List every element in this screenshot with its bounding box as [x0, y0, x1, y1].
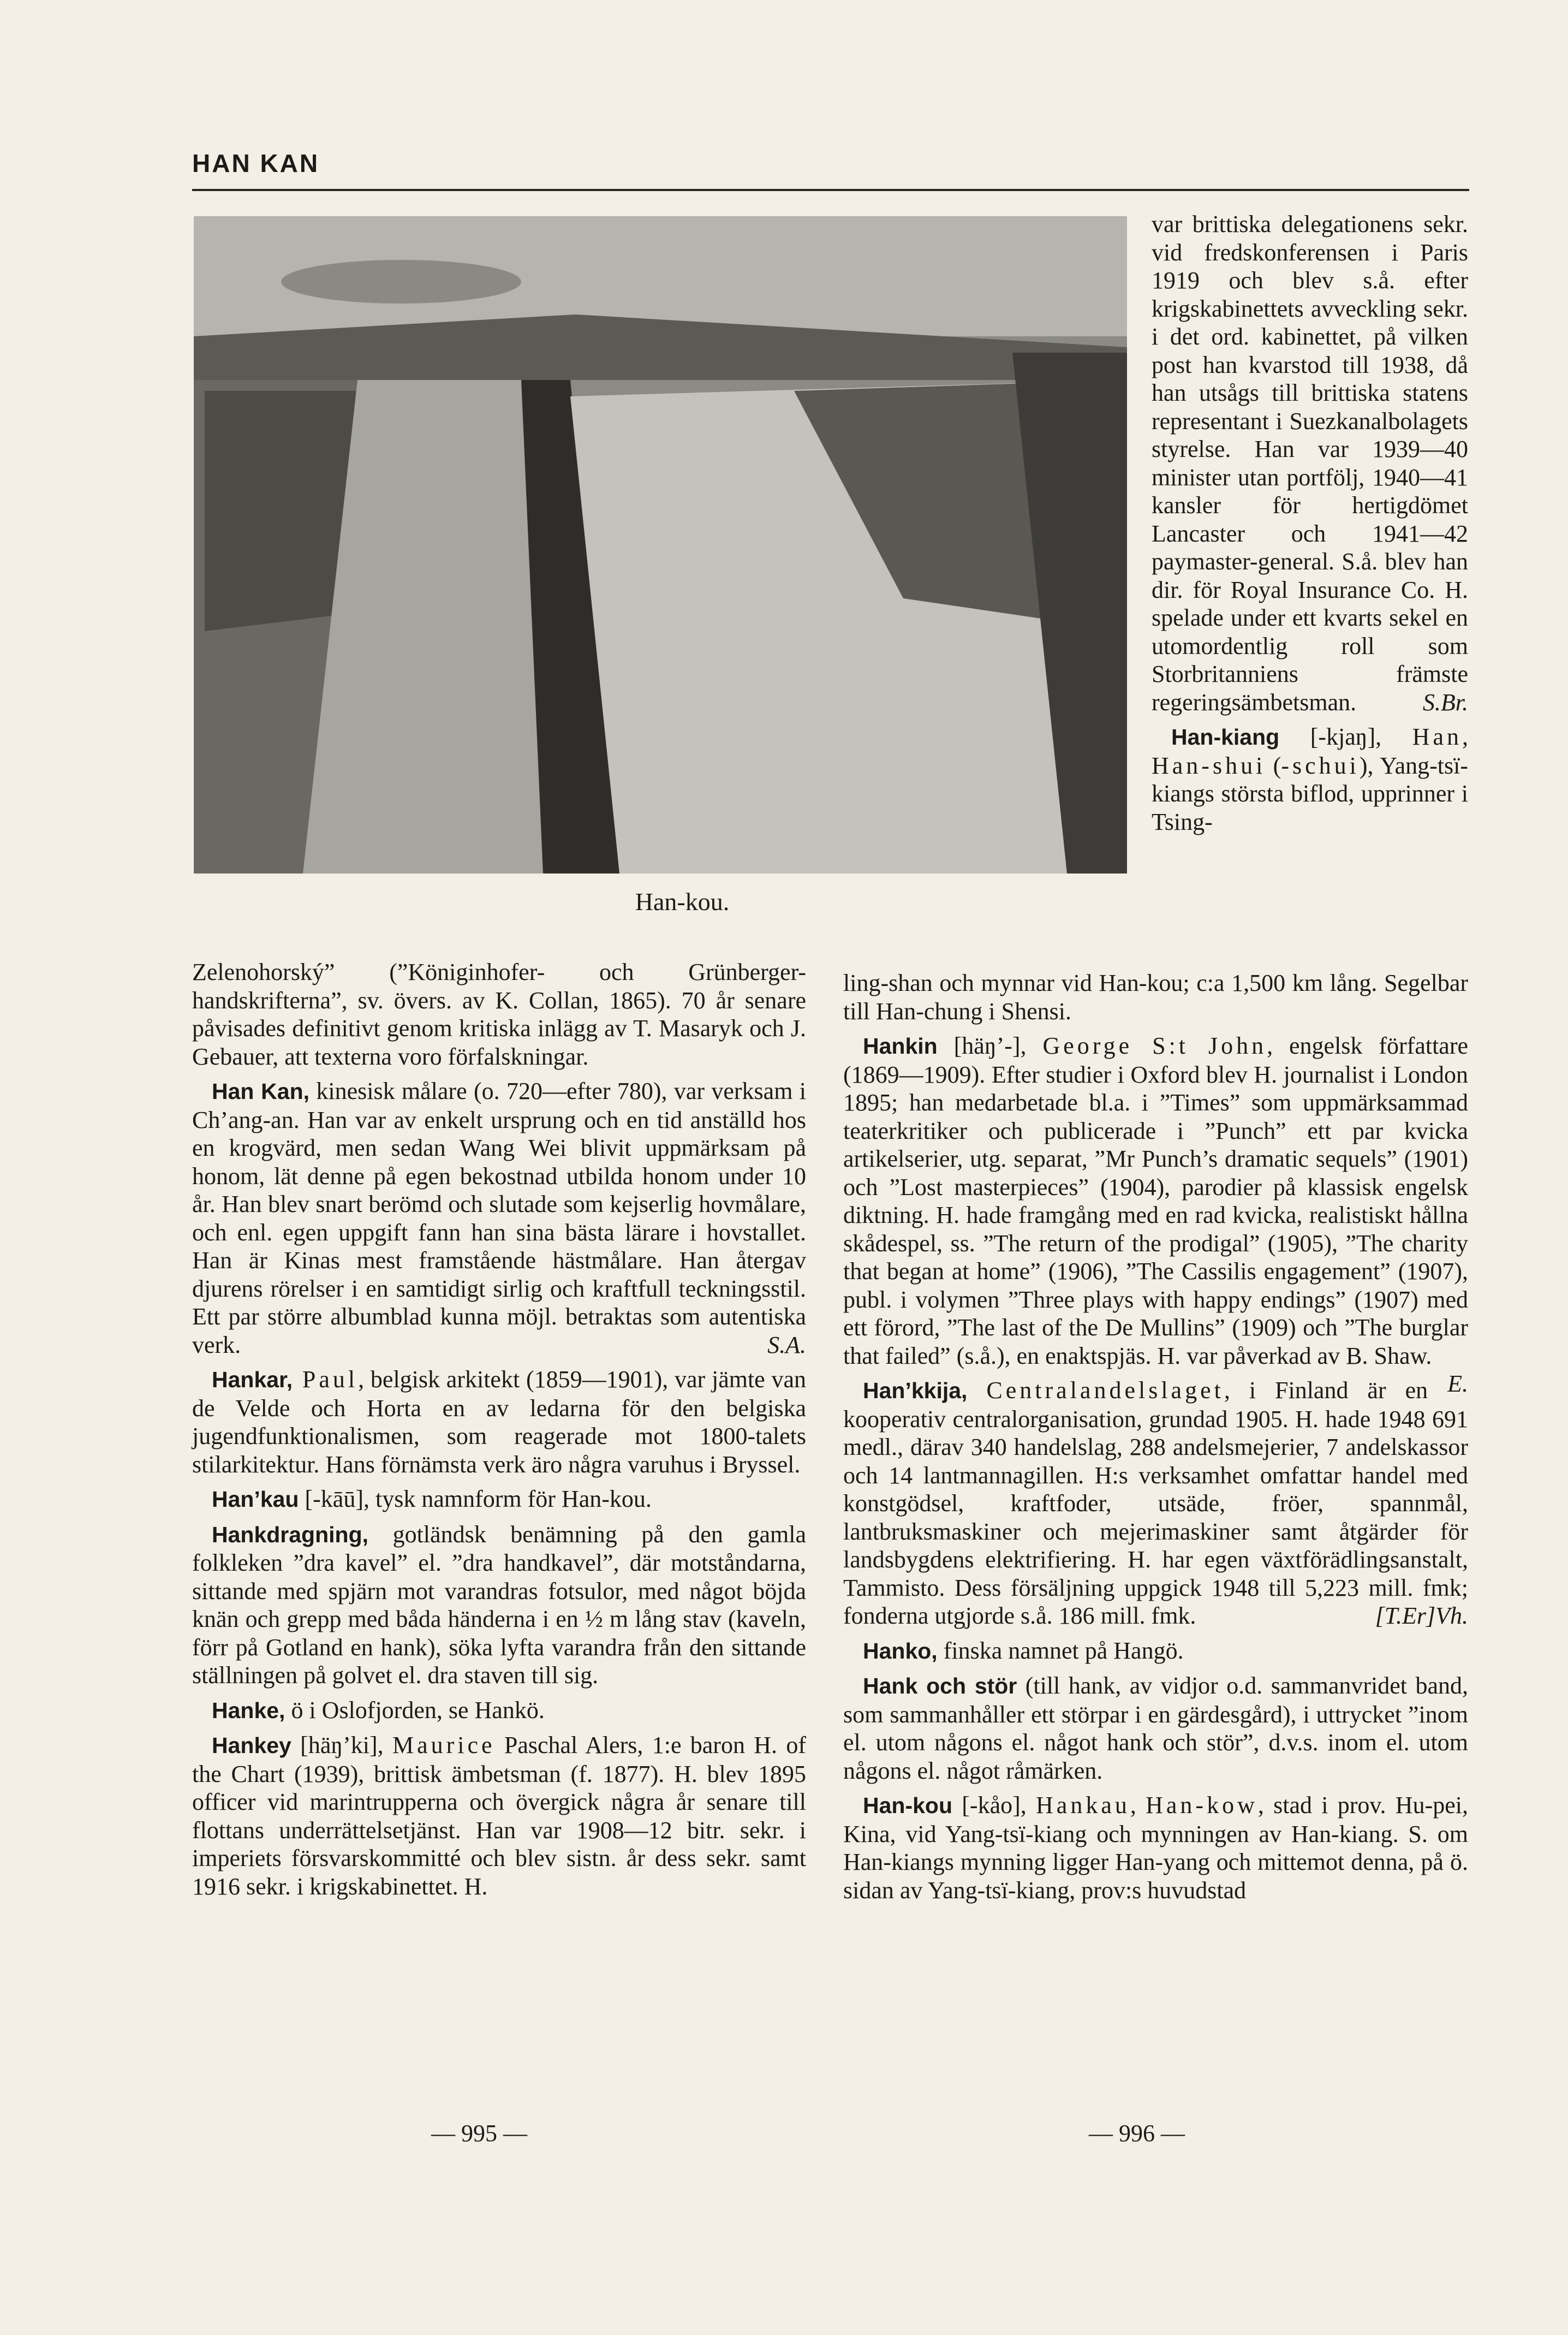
headword: Han’kau: [212, 1487, 299, 1512]
entry-text: ö i Oslofjorden, se Hankö.: [285, 1696, 545, 1724]
entry-text: Paschal Alers, 1:e baron H. of the Chart (1939), brittisk ämbetsman (f. 1877). H. blev 1895 officer vid marintrupperna och övergick några år senare till flottans underrättelsetjänst. Han var 1908—12 bitr. sekr. i imperiets försvarskommitté och blev sistn. år dess sekr. samt 1916 sekr. i krigskabinettet. H.: [192, 1732, 806, 1900]
headword: Han-kiang: [1171, 724, 1280, 750]
entry-text: , engelsk författare (1869—1909). Efter studier i Oxford blev H. journalist i London 1895; han medarbetade bl.a. i ”Times” som uppmärksammad teaterkritiker och publicerade i ”Punch” ett par kvicka artikelserier, utg. separat, ”Mr Punch’s dramatic sequels” (1901) och ”Lost masterpieces” (1904), parodier på klassisk engelsk diktning. H. hade framgång med en rad kvicka, realistiskt hållna skådespel, ss. ”The return of the prodigal” (1905), ”The charity that began at home” (1906), ”The Cassilis engagement” (1907), publ. i volymen ”Three plays with happy endings” (1907) med ett förord, ”The last of the De Mullins” (1909) och ”The burglar that failed” (s.å.), en enaktspjäs. H. var påverkad av B. Shaw.: [843, 1032, 1469, 1369]
entry-hanke: [192, 1696, 806, 1725]
separator: [967, 1377, 986, 1404]
entry-hank-och-stor: [843, 1672, 1468, 1785]
entry-hankey: [192, 1731, 806, 1900]
headword: Hankey: [212, 1733, 291, 1758]
pronunciation: [häŋ’ki],: [291, 1732, 392, 1758]
entry-han-kiang: [1152, 723, 1468, 836]
header-rule: [192, 189, 1469, 191]
continuation-text: Zelenohorský” (”Königinhofer- och Grünberger-handskrifterna”, sv. övers. av K. Collan, 1865). 70 år senare påvisades definitivt genom kritiska inlägg av T. Masaryk och J. Gebauer, att texterna voro förfalskningar.: [192, 959, 806, 1070]
entry-han-kan: [192, 1077, 806, 1359]
headword: Hanke,: [212, 1697, 285, 1723]
spaced-name: George S:t John: [1042, 1032, 1267, 1059]
entry-text: var brittiska delegationens sekr. vid fredskonferensen i Paris 1919 och blev s.å. efter krigskabinettets avveckling sekr. i det ord. kabinettet, på vilken post han kvarstod till 1938, då han utsågs till brittiska statens representant i Suezkanalbolagets styrelse. Han var 1939—40 minister utan portfölj, 1940—41 kansler för hertigdömet Lancaster och 1941—42 paymaster-general. S.å. blev han dir. för Royal Insurance Co. H. spelade under ett kvarts sekel en utomordentlig roll som Storbritanniens främste regeringsämbetsman.: [1152, 211, 1468, 716]
running-head: HAN KAN: [192, 149, 320, 177]
pronunciation: [-kjaŋ],: [1279, 723, 1412, 750]
entry-hankdragning: [192, 1520, 806, 1690]
right-top-column: [1152, 210, 1468, 836]
entry-text: kinesisk målare (o. 720—efter 780), var verksam i Ch’ang-an. Han var av enkelt ursprung och en tid anställd hos en krogvärd, men sedan Wang Wei blivit uppmärksam på honom, lät denne på egen bekostnad utbilda honom under 10 år. Han blev snart berömd och slutade som kejserlig hovmålare, och enl. egen uppgift fann han sina bästa lärare i hovstallet. Han är Kinas mest framstående hästmålare. Han återgav djurens rörelser i en samtidigt sirlig och kraftfull teckningsstil. Ett par större albumblad kunna möjl. betraktas som autentiska verk.: [192, 1078, 806, 1358]
entry-text: finska namnet på Hangö.: [937, 1637, 1184, 1664]
pronunciation: [-kåo],: [952, 1792, 1036, 1819]
entry-hanko: [843, 1637, 1468, 1666]
headword: Hanko,: [863, 1638, 938, 1663]
entry-hankar: [192, 1365, 806, 1478]
entry-text: , i Finland är en kooperativ centralorganisation, grundad 1905. H. hade 1948 691 medl., därav 340 handelslag, 288 andelsmejerier, 7 andelskassor och 14 lantmannagillen. H:s verksamhet omfattar handel med konstgödsel, kraftfoder, utsäde, fröer, spannmål, lantbruksmaskiner och mejerimaskiner samt åtgärder för landsbygdens elektrifiering. H. har egen växtförädlingsanstalt, Tammisto. Dess försäljning uppgick 1948 till 5,223 mill. fmk; fonderna utgjorde s.å. 186 mill. fmk.: [843, 1377, 1468, 1629]
entry-han-kou: [843, 1791, 1468, 1904]
spaced-name: Han-shui: [1152, 752, 1266, 779]
left-column: [192, 958, 806, 1900]
headword: Hankdragning,: [212, 1522, 369, 1547]
headword: Han Kan,: [212, 1079, 310, 1104]
right-column: [843, 969, 1468, 1904]
separator: (: [1266, 752, 1281, 779]
author-signature: S.A.: [767, 1331, 806, 1358]
spaced-name: Hankau: [1036, 1792, 1130, 1819]
figure-caption: Han-kou.: [635, 888, 730, 916]
entry-text: gotländsk benämning på den gamla folkleken ”dra kavel” el. ”dra handkavel”, där motståndarna, sittande med spjärn mot varandras fotsulor, med något böjda knän och grepp med båda händerna i en ½ m lång stav (kaveln, förr på Gotland en hank), söka lyfta varandra från den sittande ställningen på golvet el. dra staven till sig.: [192, 1520, 806, 1689]
entry-text: , stad i prov. Hu-pei, Kina, vid Yang-tsï-kiang och mynningen av Han-kiang. S. om Han-kiangs mynning ligger Han-yang och mittemot denna, på ö. sidan av Yang-tsï-kiang, prov:s huvudstad: [843, 1792, 1468, 1904]
entry-text: , belgisk arkitekt (1859—1901), var jämte van de Velde och Horta en av ledarna för den belgiska jugendfunktionalismen, som reagerade mot 1800-talets stilarkitektur. Hans förnämsta verk äro några varuhus i Bryssel.: [192, 1366, 806, 1478]
headword: Han-kou: [863, 1793, 952, 1818]
page-number-right: — 996 —: [1089, 2120, 1185, 2147]
spaced-name: -schui: [1281, 752, 1360, 779]
spaced-name: Paul: [293, 1366, 359, 1393]
spaced-name: Han-kow: [1146, 1792, 1258, 1819]
hankey-continuation: [1152, 210, 1468, 716]
entry-hankkija: [843, 1376, 1468, 1630]
photo-illustration: [194, 216, 1127, 874]
entry-text: ), Yang-tsï-kiangs största biflod, upprinner i Tsing-: [1152, 752, 1469, 835]
entry-text: [-kāū], tysk namnform för Han-kou.: [299, 1486, 652, 1512]
han-kiang-continuation: ling-shan och mynnar vid Han-kou; c:a 1,500 km lång. Segelbar till Han-chung i Shensi.: [843, 970, 1468, 1025]
headword: Hankar,: [212, 1367, 293, 1392]
headword: Hankin: [863, 1033, 938, 1059]
separator: ,: [1130, 1792, 1146, 1819]
spaced-name: Han: [1412, 723, 1462, 750]
pronunciation: [häŋ’-],: [937, 1032, 1043, 1059]
entry-text: (till hank, av vidjor o.d. sammanvridet band, som sammanhåller ett störpar i en gärdesgård), i uttrycket ”inom el. utom någons el. något hank och stör”, d.v.s. inom el. utom någons el. något råmärken.: [843, 1672, 1468, 1784]
headword: Hank och stör: [863, 1673, 1017, 1698]
author-signature: S.Br.: [1422, 688, 1468, 716]
author-signature: E.: [1447, 1370, 1468, 1397]
author-signature: [T.Er]Vh.: [1375, 1602, 1468, 1629]
han-kou-photograph: [194, 216, 1127, 874]
separator: ,: [1462, 723, 1468, 750]
spaced-name: Centralandelslaget: [986, 1377, 1224, 1404]
spaced-name: Maurice: [392, 1732, 496, 1758]
entry-hankau: [192, 1485, 806, 1514]
page-number-left: — 995 —: [431, 2120, 527, 2147]
headword: Han’kkija,: [863, 1378, 968, 1403]
